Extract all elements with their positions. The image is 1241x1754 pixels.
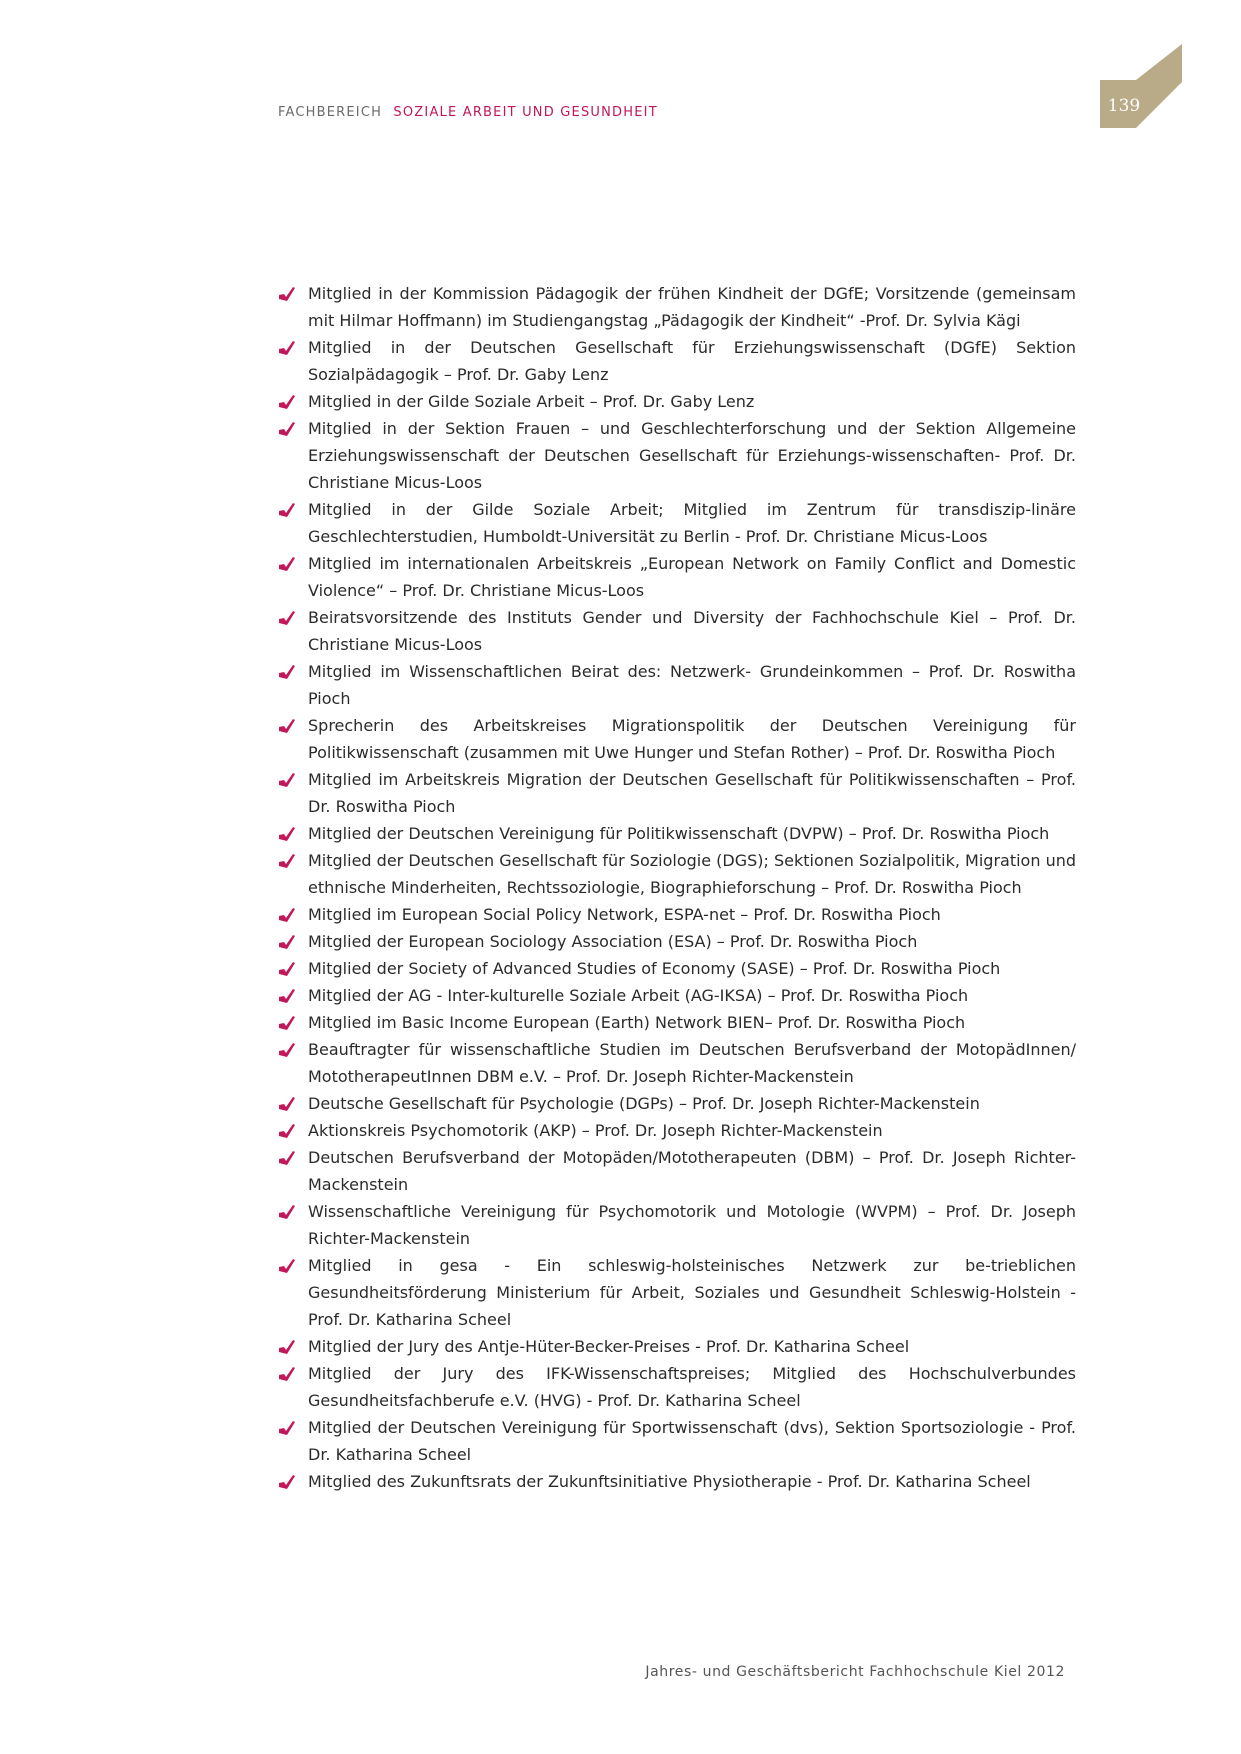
list-item	[276, 496, 1076, 550]
list-item-text: Mitglied der Society of Advanced Studies of Economy (SASE) – Prof. Dr. Roswitha Pioch	[308, 959, 1001, 978]
list-item	[276, 955, 1076, 982]
list-item-text: Mitglied im Wissenschaftlichen Beirat des: Netzwerk- Grundeinkommen – Prof. Dr. Roswitha Pioch	[308, 662, 1076, 708]
check-icon	[278, 988, 296, 1004]
list-item-text: Mitglied der European Sociology Association (ESA) – Prof. Dr. Roswitha Pioch	[308, 932, 918, 951]
list-item-text: Mitglied im European Social Policy Network, ESPA-net – Prof. Dr. Roswitha Pioch	[308, 905, 941, 924]
list-item	[276, 604, 1076, 658]
list-item-text: Sprecherin des Arbeitskreises Migrationspolitik der Deutschen Vereinigung für Politikwissenschaft (zusammen mit Uwe Hunger und Stefan Rother) – Prof. Dr. Roswitha Pioch	[308, 716, 1076, 762]
check-icon	[278, 1015, 296, 1031]
list-item	[276, 1333, 1076, 1360]
list-item	[276, 847, 1076, 901]
check-icon	[278, 772, 296, 788]
list-item	[276, 712, 1076, 766]
list-item-text: Mitglied der AG - Inter-kulturelle Soziale Arbeit (AG-IKSA) – Prof. Dr. Roswitha Pioch	[308, 986, 969, 1005]
page-footer: Jahres- und Geschäftsbericht Fachhochschule Kiel 2012	[645, 1664, 1065, 1680]
check-icon	[278, 853, 296, 869]
check-icon	[278, 394, 296, 410]
list-item	[276, 415, 1076, 496]
list-item-text: Deutsche Gesellschaft für Psychologie (DGPs) – Prof. Dr. Joseph Richter-Mackenstein	[308, 1094, 980, 1113]
check-icon	[278, 934, 296, 950]
list-item	[276, 928, 1076, 955]
list-item-text: Beauftragter für wissenschaftliche Studien im Deutschen Berufsverband der MotopädInnen/ MototherapeutInnen DBM e.V. – Prof. Dr. Joseph Richter-Mackenstein	[308, 1040, 1076, 1086]
check-icon	[278, 1096, 296, 1112]
page-number: 139	[1107, 96, 1141, 116]
list-item-text: Mitglied der Deutschen Gesellschaft für Soziologie (DGS); Sektionen Sozialpolitik, Migration und ethnische Minderheiten, Rechtssoziologie, Biographieforschung – Prof. Dr. Roswitha Pioch	[308, 851, 1076, 897]
list-item-text: Mitglied des Zukunftsrats der Zukunftsinitiative Physiotherapie - Prof. Dr. Katharina Scheel	[308, 1472, 1031, 1491]
list-item	[276, 334, 1076, 388]
running-header	[278, 105, 658, 120]
check-icon	[278, 421, 296, 437]
check-icon	[278, 610, 296, 626]
list-item	[276, 901, 1076, 928]
membership-list	[276, 280, 1076, 1495]
list-item	[276, 820, 1076, 847]
list-item	[276, 982, 1076, 1009]
list-item	[276, 1036, 1076, 1090]
list-item	[276, 1414, 1076, 1468]
list-item-text: Mitglied in gesa - Ein schleswig-holsteinisches Netzwerk zur be-trieblichen Gesundheitsförderung Ministerium für Arbeit, Soziales und Gesundheit Schleswig-Holstein - Prof. Dr. Katharina Scheel	[308, 1256, 1076, 1329]
list-item	[276, 1198, 1076, 1252]
list-item	[276, 1090, 1076, 1117]
header-area: SOZIALE ARBEIT UND GESUNDHEIT	[393, 105, 658, 120]
check-icon	[278, 1474, 296, 1490]
check-icon	[278, 961, 296, 977]
check-icon	[278, 340, 296, 356]
check-icon	[278, 502, 296, 518]
check-icon	[278, 1258, 296, 1274]
check-icon	[278, 556, 296, 572]
check-icon	[278, 1042, 296, 1058]
list-item	[276, 658, 1076, 712]
check-icon	[278, 664, 296, 680]
list-item-text: Mitglied im internationalen Arbeitskreis „European Network on Family Conflict and Domestic Violence“ – Prof. Dr. Christiane Micus-Loos	[308, 554, 1076, 600]
list-item-text: Deutschen Berufsverband der Motopäden/Mototherapeuten (DBM) – Prof. Dr. Joseph Richter-Mackenstein	[308, 1148, 1076, 1194]
list-item-text: Mitglied in der Kommission Pädagogik der frühen Kindheit der DGfE; Vorsitzende (gemeinsam mit Hilmar Hoffmann) im Studiengangstag „Pädagogik der Kindheit“ -Prof. Dr. Sylvia Kägi	[308, 284, 1076, 330]
list-item-text: Aktionskreis Psychomotorik (AKP) – Prof. Dr. Joseph Richter-Mackenstein	[308, 1121, 883, 1140]
list-item-text: Mitglied in der Gilde Soziale Arbeit – Prof. Dr. Gaby Lenz	[308, 392, 755, 411]
list-item	[276, 388, 1076, 415]
check-icon	[278, 1339, 296, 1355]
check-icon	[278, 718, 296, 734]
list-item-text: Mitglied der Deutschen Vereinigung für Sportwissenschaft (dvs), Sektion Sportsoziologie - Prof. Dr. Katharina Scheel	[308, 1418, 1076, 1464]
list-item	[276, 550, 1076, 604]
list-item	[276, 1360, 1076, 1414]
check-icon	[278, 1366, 296, 1382]
list-item	[276, 1009, 1076, 1036]
list-item	[276, 1117, 1076, 1144]
check-icon	[278, 907, 296, 923]
check-icon	[278, 1204, 296, 1220]
check-icon	[278, 826, 296, 842]
check-icon	[278, 1150, 296, 1166]
list-item	[276, 280, 1076, 334]
list-item	[276, 1468, 1076, 1495]
list-item-text: Mitglied der Jury des Antje-Hüter-Becker-Preises - Prof. Dr. Katharina Scheel	[308, 1337, 910, 1356]
list-item	[276, 1252, 1076, 1333]
list-item-text: Mitglied der Jury des IFK-Wissenschaftspreises; Mitglied des Hochschulverbundes Gesundheitsfachberufe e.V. (HVG) - Prof. Dr. Katharina Scheel	[308, 1364, 1076, 1410]
list-item-text: Wissenschaftliche Vereinigung für Psychomotorik und Motologie (WVPM) – Prof. Dr. Joseph Richter-Mackenstein	[308, 1202, 1076, 1248]
list-item-text: Mitglied in der Gilde Soziale Arbeit; Mitglied im Zentrum für transdiszip-linäre Geschlechterstudien, Humboldt-Universität zu Berlin - Prof. Dr. Christiane Micus-Loos	[308, 500, 1076, 546]
list-item-text: Mitglied der Deutschen Vereinigung für Politikwissenschaft (DVPW) – Prof. Dr. Roswitha Pioch	[308, 824, 1050, 843]
list-item-text: Mitglied im Basic Income European (Earth) Network BIEN– Prof. Dr. Roswitha Pioch	[308, 1013, 966, 1032]
header-department: FACHBEREICH	[278, 105, 383, 120]
list-item-text: Mitglied in der Deutschen Gesellschaft für Erziehungswissenschaft (DGfE) Sektion Sozialpädagogik – Prof. Dr. Gaby Lenz	[308, 338, 1076, 384]
list-item-text: Mitglied in der Sektion Frauen – und Geschlechterforschung und der Sektion Allgemeine Erziehungswissenschaft der Deutschen Gesellschaft für Erziehungs-wissenschaften- Prof. Dr. Christiane Micus-Loos	[308, 419, 1076, 492]
list-item	[276, 766, 1076, 820]
list-item-text: Beiratsvorsitzende des Instituts Gender und Diversity der Fachhochschule Kiel – Prof. Dr. Christiane Micus-Loos	[308, 608, 1076, 654]
check-icon	[278, 1420, 296, 1436]
page-number-tab	[1100, 44, 1182, 128]
check-icon	[278, 1123, 296, 1139]
check-icon	[278, 286, 296, 302]
list-item	[276, 1144, 1076, 1198]
list-item-text: Mitglied im Arbeitskreis Migration der Deutschen Gesellschaft für Politikwissenschaften – Prof. Dr. Roswitha Pioch	[308, 770, 1076, 816]
